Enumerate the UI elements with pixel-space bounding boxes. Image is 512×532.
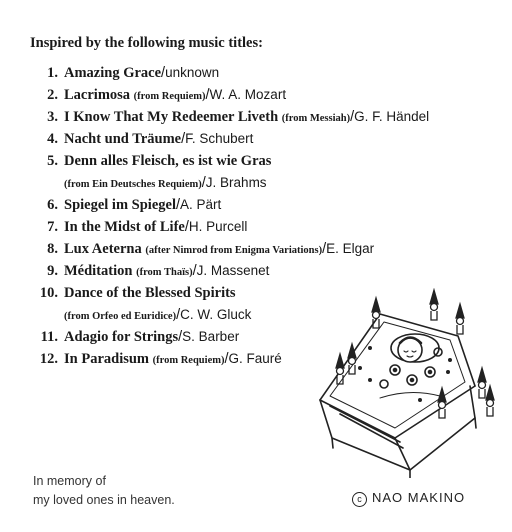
item-title: Spiegel im Spiegel — [64, 197, 176, 213]
item-title: Dance of the Blessed Spirits — [64, 285, 236, 301]
item-composer: C. W. Gluck — [180, 307, 252, 322]
item-title: Lacrimosa — [64, 87, 131, 103]
list-item — [30, 260, 510, 282]
item-note: (from Requiem) — [133, 91, 206, 102]
item-number: 8. — [47, 241, 58, 257]
item-composer: J. Massenet — [196, 263, 270, 278]
list-item — [30, 150, 510, 172]
page-heading: Inspired by the following music titles: — [30, 35, 263, 51]
bed-with-flowers-illustration — [300, 288, 510, 478]
item-composer: G. Fauré — [228, 351, 282, 366]
item-composer: W. A. Mozart — [209, 87, 287, 102]
copyright-icon: c — [352, 492, 367, 507]
artist-signature — [352, 490, 465, 507]
item-composer: G. F. Händel — [354, 109, 430, 124]
list-item — [30, 84, 510, 106]
item-composer: E. Elgar — [326, 241, 375, 256]
list-item-continuation — [30, 172, 510, 194]
item-number: 5. — [47, 153, 58, 169]
list-item — [30, 128, 510, 150]
separator: / — [224, 351, 229, 367]
item-number: 3. — [47, 109, 58, 125]
separator: / — [161, 65, 166, 81]
artist-name: NAO MAKINO — [372, 490, 466, 505]
item-title: Amazing Grace — [64, 65, 162, 81]
item-number: 7. — [47, 219, 58, 235]
item-note: (after Nimrod from Enigma Variations) — [145, 245, 323, 256]
item-note: (from Messiah) — [281, 113, 351, 124]
item-title: Méditation — [64, 263, 133, 279]
list-item — [30, 62, 510, 84]
item-title: In Paradisum — [64, 351, 150, 367]
item-title: Lux Aeterna — [64, 241, 142, 257]
memorial-line-1: In memory of — [33, 474, 106, 488]
list-item — [30, 216, 510, 238]
separator: / — [205, 87, 210, 103]
item-composer: H. Purcell — [188, 219, 248, 234]
list-item — [30, 106, 510, 128]
separator: / — [178, 329, 183, 345]
item-composer: S. Barber — [182, 329, 240, 344]
item-composer: A. Pärt — [180, 197, 222, 212]
separator: / — [350, 109, 355, 125]
item-composer: J. Brahms — [205, 175, 267, 190]
memorial-note — [33, 472, 175, 510]
item-title: I Know That My Redeemer Liveth — [64, 109, 279, 125]
item-note: (from Requiem) — [152, 355, 225, 366]
list-item — [30, 238, 510, 260]
item-title: Nacht und Träume — [64, 131, 182, 147]
list-item — [30, 194, 510, 216]
memorial-line-2: my loved ones in heaven. — [33, 493, 175, 507]
item-note: (from Ein Deutsches Requiem) — [64, 179, 202, 190]
item-note: (from Orfeo ed Euridice) — [64, 311, 177, 322]
item-note: (from Thaïs) — [136, 267, 193, 278]
item-number: 10. — [39, 285, 58, 301]
separator: / — [181, 131, 186, 147]
item-number: 6. — [47, 197, 58, 213]
separator: / — [176, 307, 181, 323]
item-title: Adagio for Strings — [64, 329, 179, 345]
item-composer: unknown — [165, 65, 220, 80]
item-composer: F. Schubert — [185, 131, 254, 146]
item-title: Denn alles Fleisch, es ist wie Gras — [64, 153, 272, 169]
item-number: 1. — [47, 65, 58, 81]
separator: / — [184, 219, 189, 235]
item-number: 12. — [39, 351, 58, 367]
item-number: 4. — [47, 131, 58, 147]
item-number: 2. — [47, 87, 58, 103]
separator: / — [192, 263, 197, 279]
item-number: 9. — [47, 263, 58, 279]
item-title: In the Midst of Life — [64, 219, 185, 235]
item-number: 11. — [40, 329, 58, 345]
separator: / — [322, 241, 327, 257]
separator: / — [201, 175, 206, 191]
separator: / — [175, 197, 181, 213]
